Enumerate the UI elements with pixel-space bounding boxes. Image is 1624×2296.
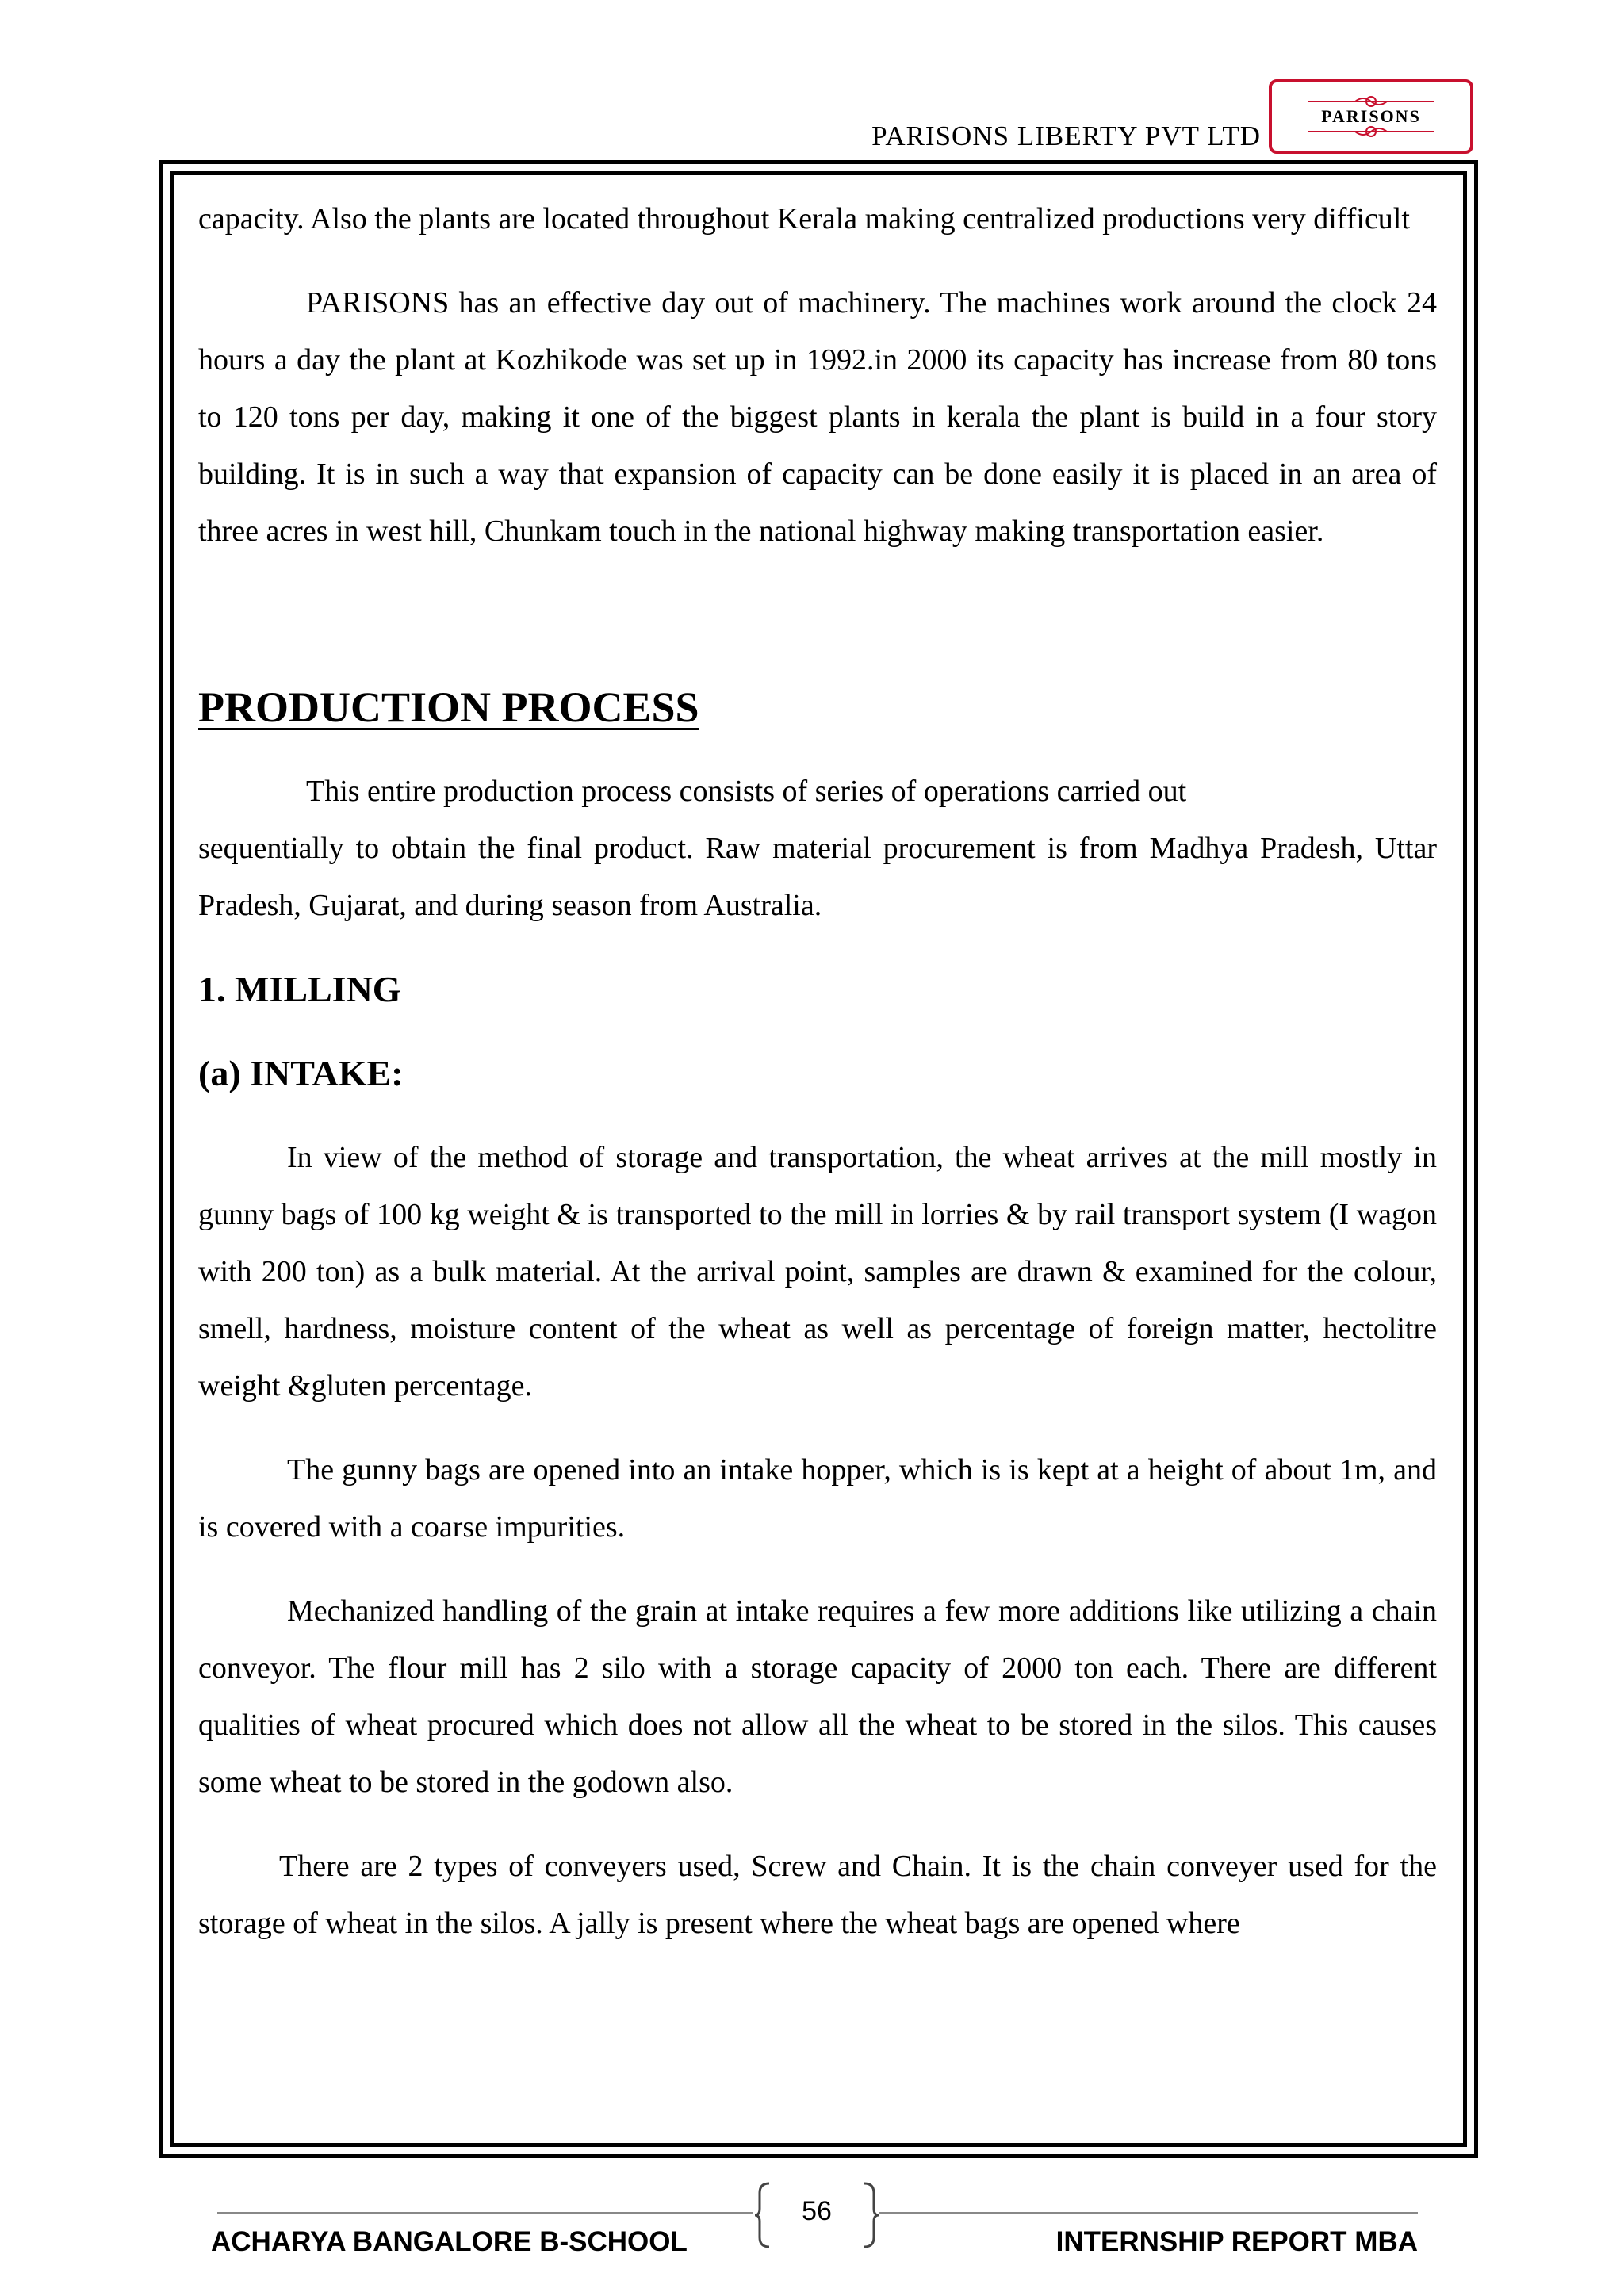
left-brace-icon xyxy=(753,2182,771,2248)
paragraph-production-rest: sequentially to obtain the final product. Raw material procurement is from Madhya Pradesh, Uttar Pradesh, Gujarat, and during season from Australia. xyxy=(198,832,1437,922)
footer-school-name: ACHARYA BANGALORE B-SCHOOL xyxy=(211,2226,688,2257)
logo-ornament-bottom-icon xyxy=(1300,125,1442,138)
heading-production-process: PRODUCTION PROCESS xyxy=(198,683,699,731)
footer-rule-right xyxy=(879,2212,1418,2214)
page-number: 56 xyxy=(802,2196,832,2226)
heading-intake: (a) INTAKE: xyxy=(198,1053,404,1093)
footer-report-title: INTERNSHIP REPORT MBA xyxy=(1055,2226,1418,2257)
company-logo xyxy=(1269,79,1473,154)
right-brace-icon xyxy=(863,2182,880,2248)
header-company-name: PARISONS LIBERTY PVT LTD xyxy=(871,121,1261,151)
footer-rule-left xyxy=(217,2212,753,2214)
paragraph-machinery: PARISONS has an effective day out of machinery. The machines work around the clock 24 hours a day the plant at Kozhikode was set up in 1992.in 2000 its capacity has increase from 80 tons to 120 tons per day, making it one of the biggest plants in kerala the plant is build in a four story building. It is in such a way that expansion of capacity can be done easily it is placed in an area of three acres in west hill, Chunkam touch in the national highway making transportation easier. xyxy=(198,286,1437,548)
heading-milling: 1. MILLING xyxy=(198,969,401,1009)
paragraph-intake-method: In view of the method of storage and transportation, the wheat arrives at the mill mostly in gunny bags of 100 kg weight & is transported to the mill in lorries & by rail transport system (I wagon with 200 ton) as a bulk material. At the arrival point, samples are drawn & examined for the colour, smell, hardness, moisture content of the wheat as well as percentage of foreign matter, hectolitre weight &gluten percentage. xyxy=(198,1141,1437,1402)
logo-text: PARISONS xyxy=(1321,106,1421,126)
paragraph-mechanized-handling: Mechanized handling of the grain at intake requires a few more additions like utilizing a chain conveyor. The flour mill has 2 silo with a storage capacity of 2000 ton each. There are different qualities of wheat procured which does not allow all the wheat to be stored in the silos. This causes some wheat to be stored in the godown also. xyxy=(198,1594,1437,1799)
paragraph-capacity: capacity. Also the plants are located throughout Kerala making centralized productions very difficult xyxy=(198,202,1410,235)
paragraph-conveyers: There are 2 types of conveyers used, Screw and Chain. It is the chain conveyer used for the storage of wheat in the silos. A jally is present where the wheat bags are opened where xyxy=(198,1850,1437,1940)
page-content xyxy=(198,190,1437,1952)
paragraph-gunny-bags: The gunny bags are opened into an intake hopper, which is is kept at a height of about 1m, and is covered with a coarse impurities. xyxy=(198,1453,1437,1544)
paragraph-production-line1: This entire production process consists of series of operations carried out xyxy=(306,775,1187,808)
